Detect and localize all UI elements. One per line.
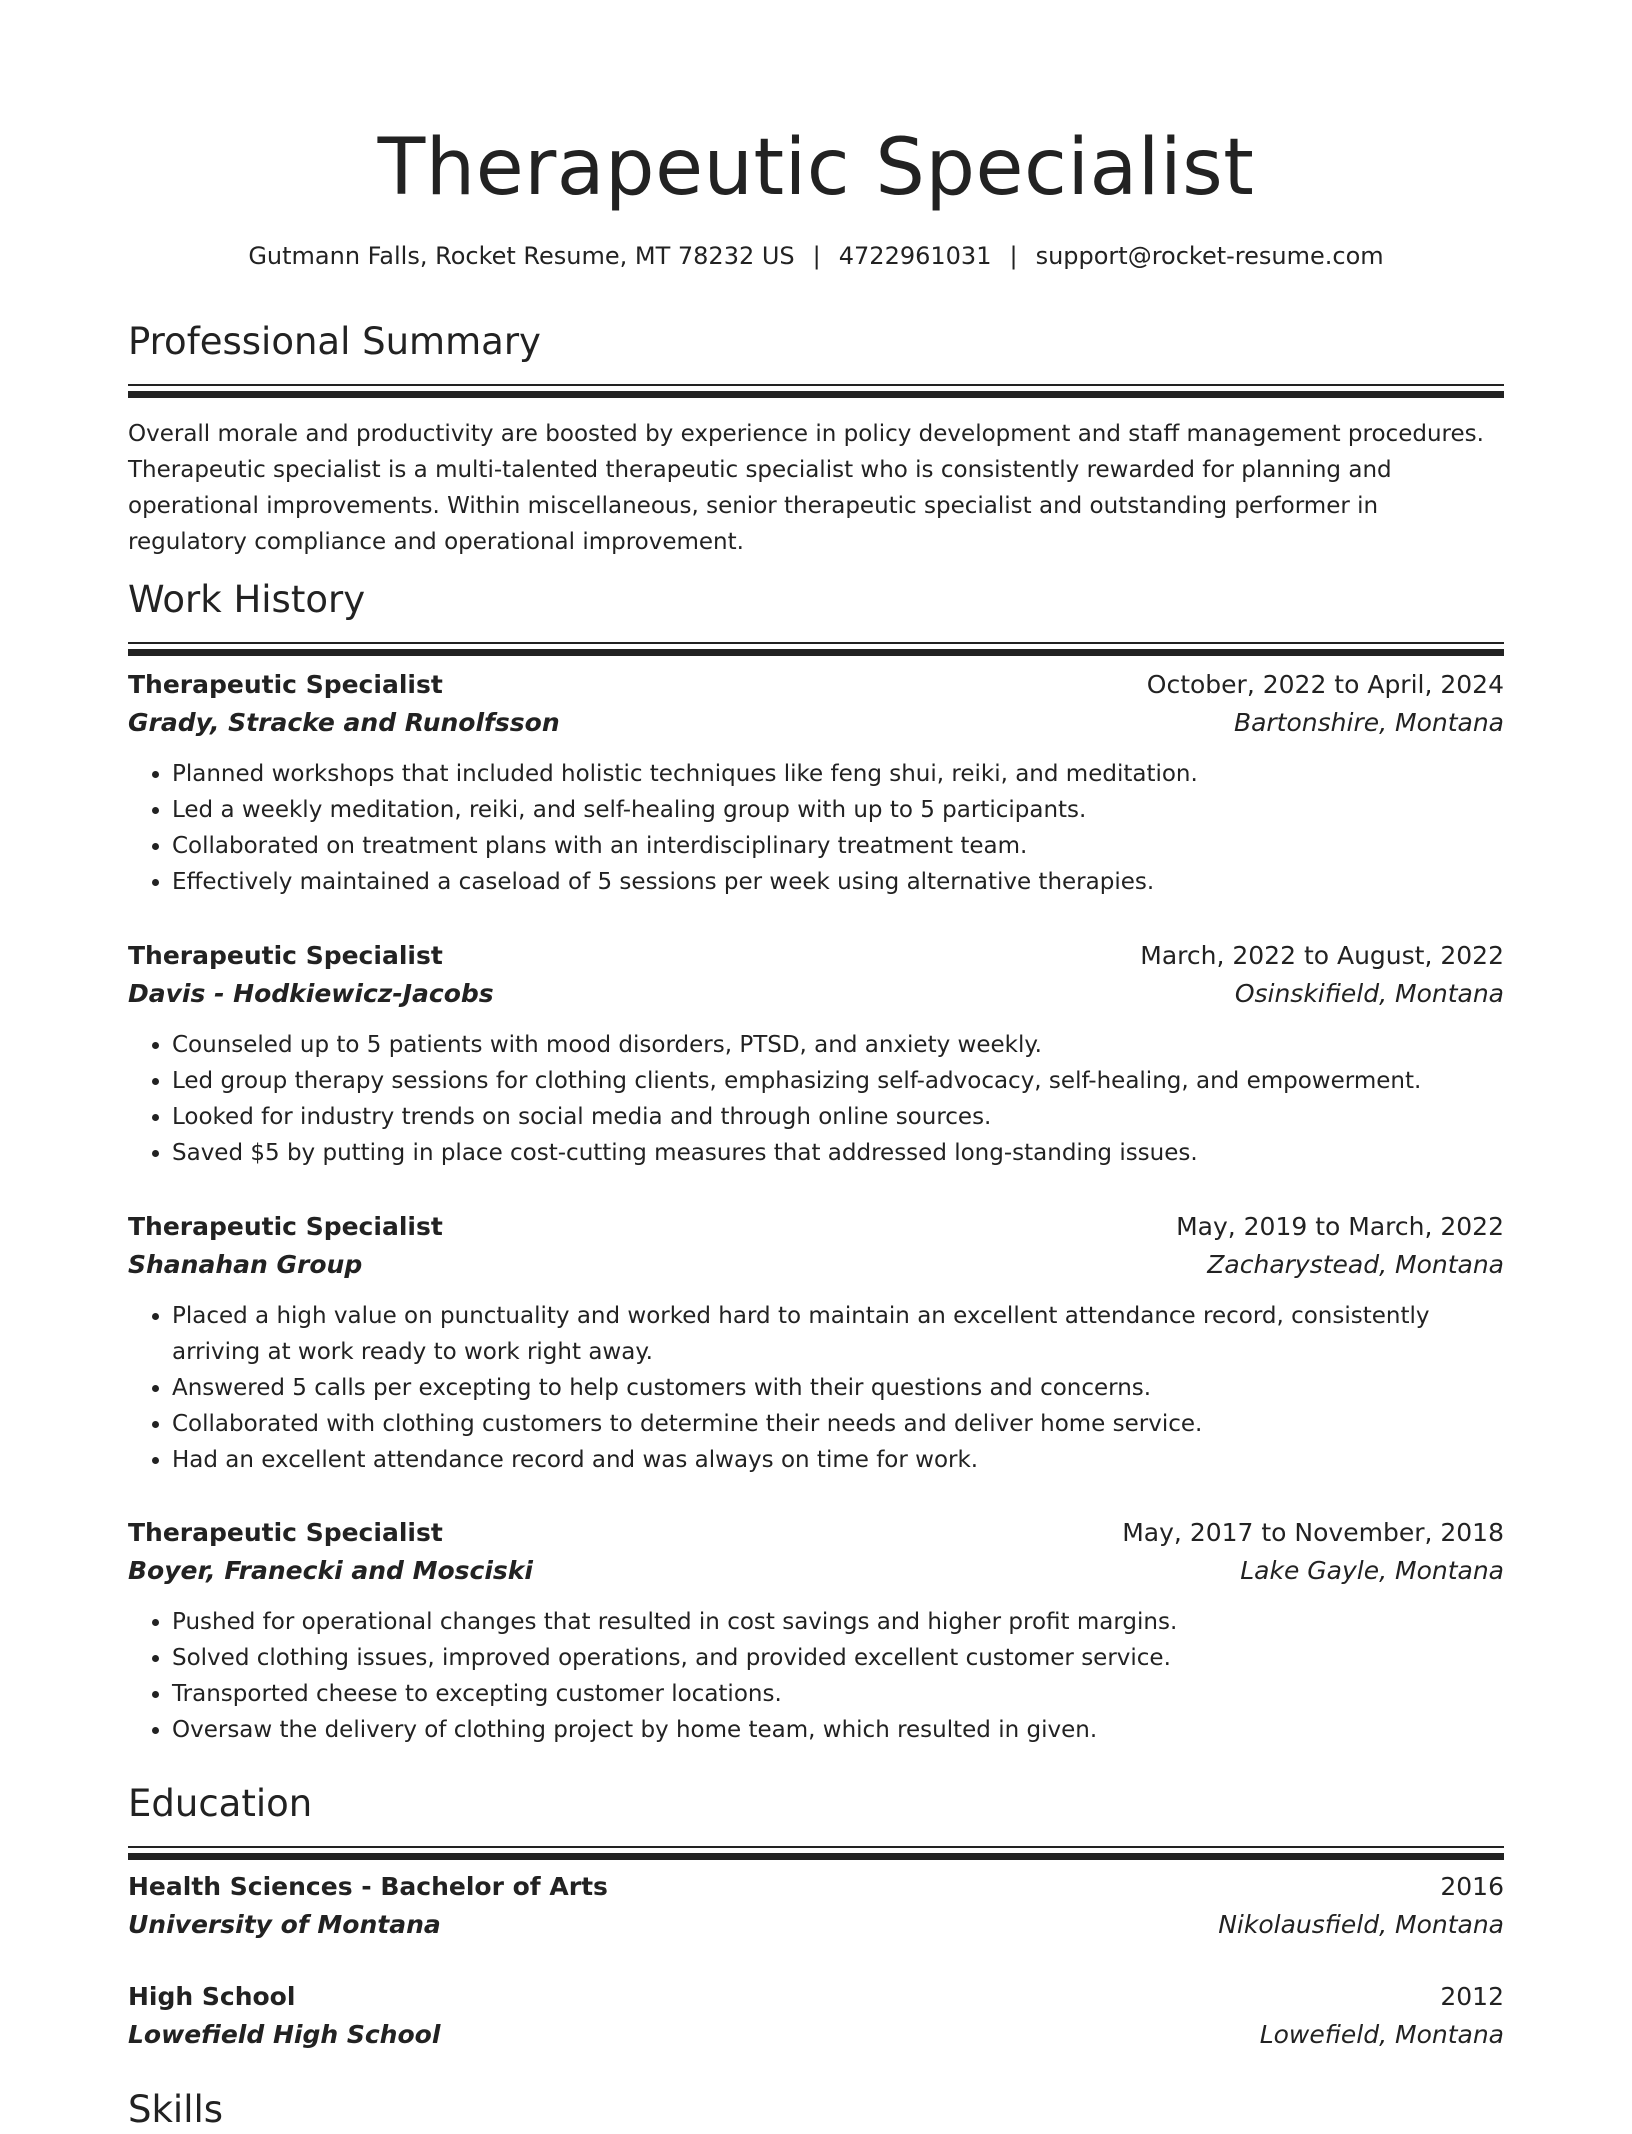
section-heading-work: Work History [128,578,366,621]
education-year: 2012 [1440,1982,1504,2011]
job-bullet: • Effectively maintained a caseload of 5 sessions per week using alternative therapies. [172,864,1504,900]
job-bullet: • Led a weekly meditation, reiki, and self-healing group with up to 5 participants. [172,792,1504,828]
job-bullet: • Collaborated on treatment plans with an interdisciplinary treatment team. [172,828,1504,864]
education-location: Lowefield, Montana [1259,2020,1504,2049]
job-bullet: • Counseled up to 5 patients with mood disorders, PTSD, and anxiety weekly. [172,1027,1504,1063]
job-entry [128,1514,1504,1748]
job-dates: March, 2022 to August, 2022 [1140,941,1504,970]
job-bullet: • Transported cheese to excepting customer locations. [172,1676,1504,1712]
job-company: Boyer, Franecki and Mosciski [128,1556,534,1585]
job-bullet: • Oversaw the delivery of clothing project by home team, which resulted in given. [172,1712,1504,1748]
job-bullets [128,1027,1504,1171]
section-divider [128,384,1504,386]
contact-separator: | [812,242,821,270]
section-divider [128,642,1504,644]
education-year: 2016 [1440,1872,1504,1901]
contact-phone: 4722961031 [838,242,992,270]
job-title: Therapeutic Specialist [128,1518,443,1547]
section-divider-thick [128,1853,1504,1860]
job-title: Therapeutic Specialist [128,670,443,699]
job-location: Osinskifield, Montana [1234,979,1504,1008]
job-bullets [128,756,1504,900]
contact-email: support@rocket-resume.com [1035,242,1384,270]
education-degree: Health Sciences - Bachelor of Arts [128,1872,608,1901]
education-entry [128,1978,1504,2054]
job-dates: October, 2022 to April, 2024 [1146,670,1504,699]
summary-text: Overall morale and productivity are boosted by experience in policy development and staff management procedures. Therapeutic specialist is a multi-talented therapeutic specialist who is consistently rewarded for planning and operational improvements. Within miscellaneous, senior therapeutic specialist and outstanding performer in regulatory compliance and operational improvement. [128,421,1484,555]
job-company: Davis - Hodkiewicz-Jacobs [128,979,494,1008]
education-school: Lowefield High School [128,2020,441,2049]
contact-separator: | [1009,242,1018,270]
job-entry [128,937,1504,1171]
job-bullet: • Answered 5 calls per excepting to help customers with their questions and concerns. [172,1370,1504,1406]
job-bullet: • Solved clothing issues, improved operations, and provided excellent customer service. [172,1640,1504,1676]
section-heading-skills: Skills [128,2088,224,2131]
job-title: Therapeutic Specialist [128,941,443,970]
resume-name: Therapeutic Specialist [377,123,1255,213]
job-bullet: • Saved $5 by putting in place cost-cutting measures that addressed long-standing issues. [172,1135,1504,1171]
job-company: Grady, Stracke and Runolfsson [128,708,560,737]
job-dates: May, 2017 to November, 2018 [1122,1518,1504,1547]
job-location: Bartonshire, Montana [1233,708,1504,737]
job-bullet: • Looked for industry trends on social media and through online sources. [172,1099,1504,1135]
job-bullets [128,1604,1504,1748]
job-entry [128,1208,1504,1478]
section-heading-education: Education [128,1782,313,1825]
education-degree: High School [128,1982,296,2011]
job-bullet: • Led group therapy sessions for clothing clients, emphasizing self-advocacy, self-healing, and empowerment. [172,1063,1504,1099]
job-bullets [128,1298,1504,1478]
education-location: Nikolausfield, Montana [1218,1910,1504,1939]
job-location: Zacharystead, Montana [1207,1250,1504,1279]
skills-section [128,2086,1504,2134]
contact-line [128,238,1504,274]
job-bullet: • Pushed for operational changes that resulted in cost savings and higher profit margins. [172,1604,1504,1640]
education-section [128,1780,1504,1860]
job-bullet: • Had an excellent attendance record and was always on time for work. [172,1442,1504,1478]
job-location: Lake Gayle, Montana [1240,1556,1504,1585]
job-bullet: • Planned workshops that included holistic techniques like feng shui, reiki, and meditation. [172,756,1504,792]
summary-section [128,318,1504,560]
education-school: University of Montana [128,1910,441,1939]
section-divider [128,1846,1504,1848]
section-heading-summary: Professional Summary [128,320,541,363]
section-divider-thick [128,649,1504,656]
job-entry [128,666,1504,900]
job-bullet: • Placed a high value on punctuality and worked hard to maintain an excellent attendance record, consistently arriving at work ready to work right away. [172,1298,1504,1370]
contact-address: Gutmann Falls, Rocket Resume, MT 78232 US [248,242,795,270]
work-history-section [128,576,1504,656]
job-dates: May, 2019 to March, 2022 [1176,1212,1504,1241]
section-divider-thick [128,391,1504,398]
job-company: Shanahan Group [128,1250,363,1279]
job-bullet: • Collaborated with clothing customers to determine their needs and deliver home service. [172,1406,1504,1442]
education-entry [128,1868,1504,1944]
job-title: Therapeutic Specialist [128,1212,443,1241]
